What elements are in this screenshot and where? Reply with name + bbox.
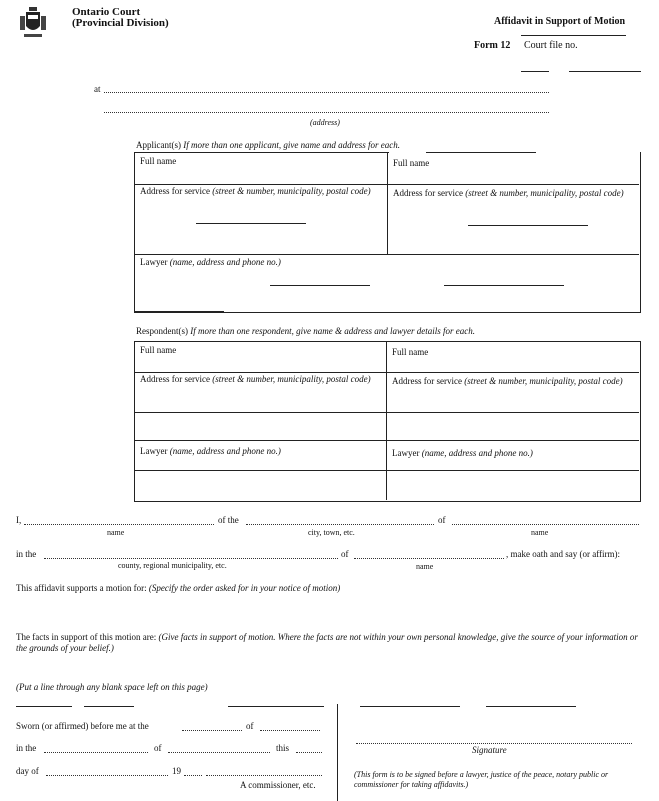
sworn-location-field[interactable] <box>182 730 242 731</box>
court-name: Ontario Court <box>72 6 141 18</box>
applicant-full-name-right-label: Full name <box>393 158 430 168</box>
applicant-lawyer-label: Lawyer (name, address and phone no.) <box>140 257 281 267</box>
respondent-address-left-label: Address for service (street & number, municipality, postal code) <box>140 374 371 384</box>
jurat-county-field[interactable] <box>44 752 148 753</box>
signature-note: (This form is to be signed before a lawyer, justice of the peace, notary public or commissioner for taking affidavits.) <box>354 770 609 789</box>
applicant-address-right-label: Address for service (street & number, municipality, postal code) <box>393 188 624 198</box>
sworn-municipality-field[interactable] <box>260 730 320 731</box>
applicant-address-left-label: Address for service (street & number, municipality, postal code) <box>140 186 371 196</box>
county-field[interactable] <box>44 558 338 559</box>
respondent-lawyer-right-label: Lawyer (name, address and phone no.) <box>392 448 533 458</box>
facts-text: The facts in support of this motion are: (Give facts in support of motion. Where the facts are not within your own personal knowledge, give the source of your information or the grounds of your belief.) <box>16 632 638 653</box>
name-caption-2: name <box>531 528 549 537</box>
respondent-address-right-label: Address for service (street & number, municipality, postal code) <box>392 376 623 386</box>
commissioner-label: A commissioner, etc. <box>240 780 316 790</box>
address-caption: (address) <box>310 118 340 127</box>
jurat-in-the-label: in the <box>16 743 37 753</box>
court-file-number-field-2[interactable] <box>569 71 641 72</box>
respondent-lawyer-left-label: Lawyer (name, address and phone no.) <box>140 446 281 456</box>
county-caption: county, regional municipality, etc. <box>118 561 227 570</box>
applicants-heading-note: If more than one applicant, give name and address for each. <box>183 140 401 150</box>
in-the-label: in the <box>16 549 37 559</box>
jurat-of-label-2: of <box>154 743 162 753</box>
year-field[interactable] <box>184 775 202 776</box>
applicant-full-name-left-label: Full name <box>140 156 177 166</box>
applicants-heading <box>136 140 400 150</box>
court-address-field-2[interactable] <box>104 112 549 113</box>
ontario-crest-icon <box>16 6 50 40</box>
jurat-county-name-field[interactable] <box>168 752 270 753</box>
jurat-divider <box>337 704 338 801</box>
day-of-label: day of <box>16 766 39 776</box>
at-label: at <box>94 84 101 94</box>
blank-space-note: (Put a line through any blank space left on this page) <box>16 682 208 692</box>
name-caption-3: name <box>416 562 434 571</box>
court-address-field-1[interactable] <box>104 92 549 93</box>
city-name-field[interactable] <box>452 524 639 525</box>
jurat-of-label: of <box>246 721 254 731</box>
day-field[interactable] <box>296 752 322 753</box>
year-prefix: 19 <box>172 766 181 776</box>
respondents-heading-note: If more than one respondent, give name & address and lawyer details for each. <box>190 326 475 336</box>
city-field[interactable] <box>246 524 434 525</box>
form-number: Form 12 <box>474 40 511 51</box>
of-label-2: of <box>341 549 349 559</box>
respondent-full-name-left-label: Full name <box>140 345 177 355</box>
respondents-heading <box>136 326 475 336</box>
court-division: (Provincial Division) <box>72 17 169 29</box>
this-label: this <box>276 743 290 753</box>
commissioner-signature-field[interactable] <box>206 775 322 776</box>
oath-text: , make oath and say (or affirm): <box>506 549 621 559</box>
deponent-name-field[interactable] <box>24 524 214 525</box>
of-the-label: of the <box>218 515 239 525</box>
respondents-heading-label: Respondent(s) <box>136 326 188 336</box>
signature-caption: Signature <box>472 745 507 755</box>
of-label: of <box>438 515 446 525</box>
i-label: I, <box>16 515 22 525</box>
respondent-full-name-right-label: Full name <box>392 347 429 357</box>
court-file-number-field[interactable] <box>521 71 549 72</box>
respondents-box <box>134 341 641 502</box>
county-name-field[interactable] <box>354 558 504 559</box>
sworn-text: Sworn (or affirmed) before me at the <box>16 721 149 731</box>
motion-supports-text: This affidavit supports a motion for: (Specify the order asked for in your notice of motion) <box>16 583 341 593</box>
month-field[interactable] <box>46 775 168 776</box>
applicants-heading-label: Applicant(s) <box>136 140 181 150</box>
name-caption-1: name <box>107 528 125 537</box>
court-file-label: Court file no. <box>524 40 578 51</box>
deponent-signature-field[interactable] <box>356 743 632 744</box>
city-caption: city, town, etc. <box>308 528 355 537</box>
form-title: Affidavit in Support of Motion <box>494 16 626 27</box>
